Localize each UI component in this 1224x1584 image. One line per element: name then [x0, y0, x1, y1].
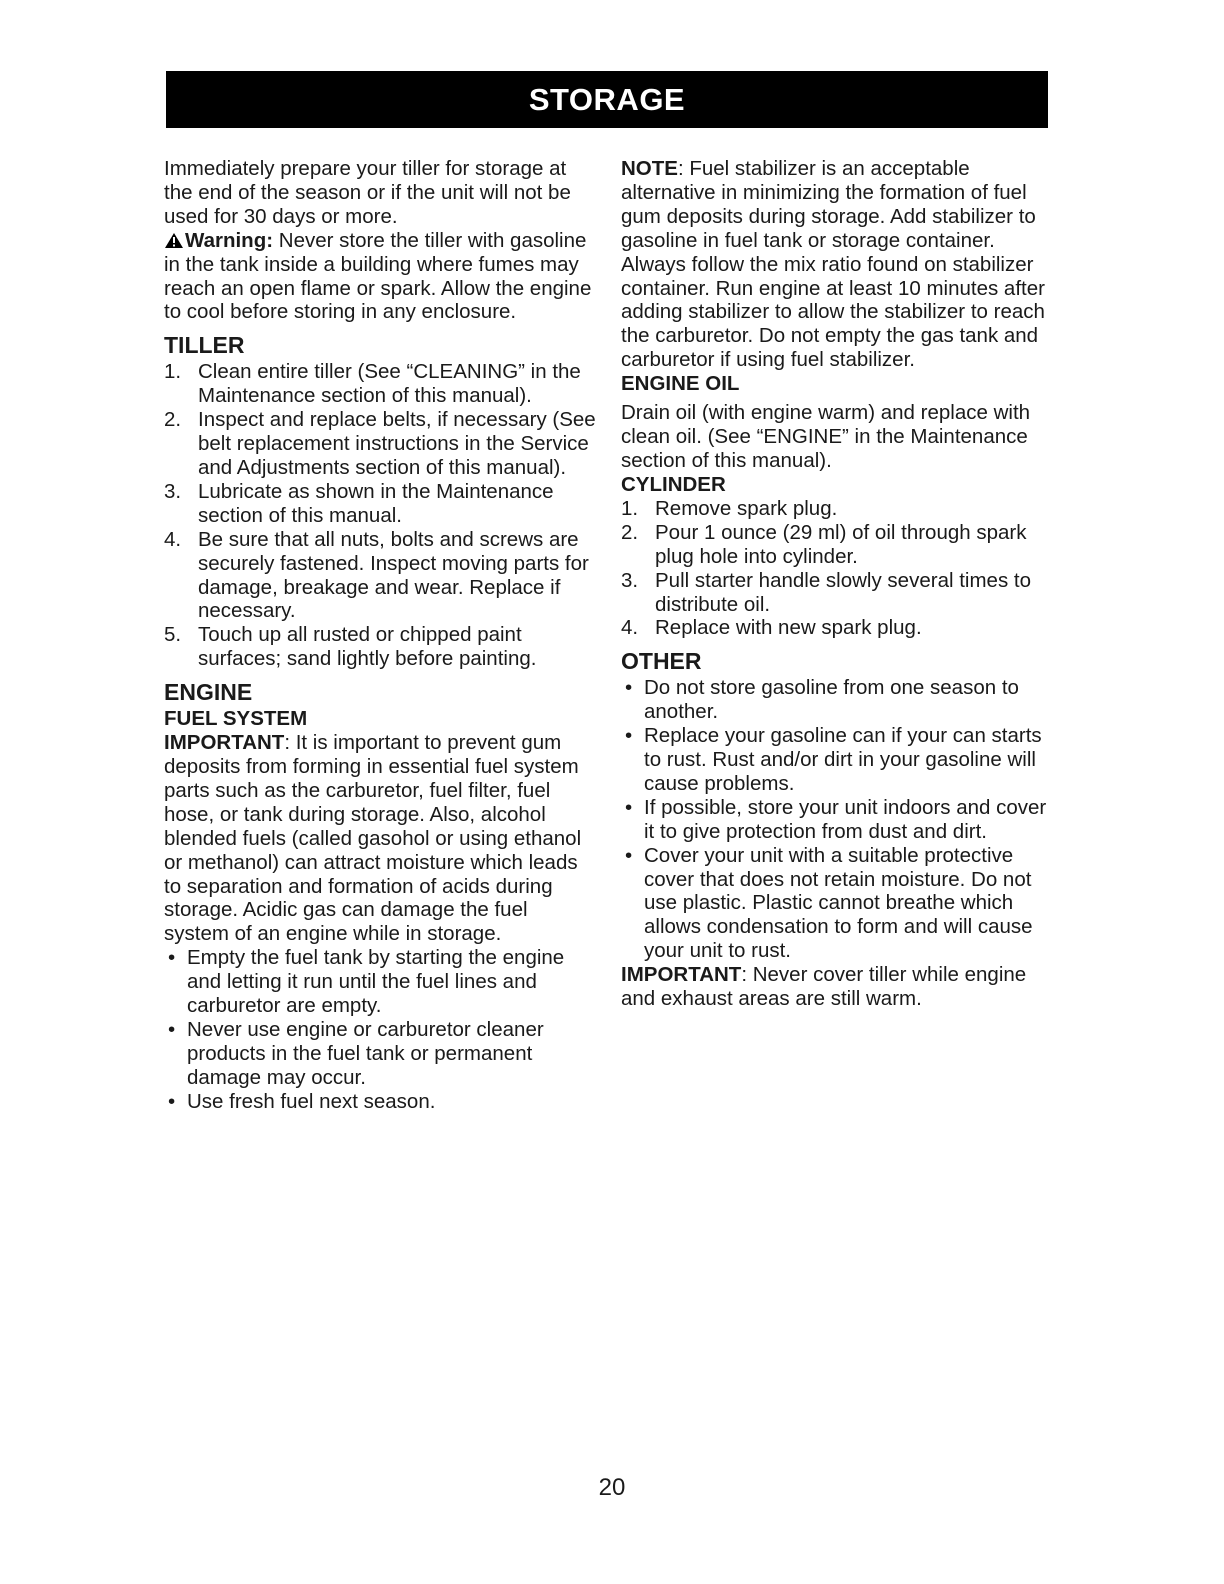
important-label: IMPORTANT	[621, 963, 742, 987]
note-label: NOTE	[621, 157, 678, 180]
list-item	[621, 616, 1055, 640]
list-number: 5.	[164, 623, 182, 647]
fuel-system-heading: FUEL SYSTEM	[164, 707, 308, 731]
page-number: 20	[598, 1474, 626, 1501]
bullet-item: • Cover your unit with a suitable protective cover that does not retain moisture. Do not use plastic. Plastic cannot breathe which allows condensation to form and will cause your unit to rust.	[625, 843, 1033, 963]
list-item	[621, 521, 1055, 569]
intro-paragraph: Immediately prepare your tiller for storage at the end of the season or if the unit will not be used for 30 days or more.	[164, 157, 571, 228]
list-number: 4.	[164, 527, 182, 551]
other-bullets	[621, 676, 1055, 963]
note-paragraph	[621, 157, 1055, 372]
list-item	[164, 408, 596, 480]
bullet-item: • Do not store gasoline from one season to another.	[625, 676, 1019, 724]
bullet-item: • If possible, store your unit indoors and cover it to give protection from dust and dirt.	[625, 795, 1047, 843]
warning-text: Never store the tiller with gasoline in the tank inside a building where fumes may reach an open flame or spark. Allow the engine to cool before storing in any enclosure.	[164, 228, 592, 324]
list-number: 2.	[621, 520, 639, 544]
list-item	[164, 480, 596, 528]
engine-oil-text: Drain oil (with engine warm) and replace with clean oil. (See “ENGINE” in the Maintenance section of this manual).	[621, 401, 1031, 472]
bullet-item: • Replace your gasoline can if your can starts to rust. Rust and/or dirt in your gasoline will cause problems.	[625, 724, 1042, 795]
list-text: Lubricate as shown in the Maintenance section of this manual.	[198, 479, 554, 527]
list-item	[164, 528, 596, 624]
important-text: : It is important to prevent gum deposits from forming in essential fuel system parts such as the carburetor, fuel filter, fuel hose, or tank during storage. Also, alcohol blended fuels (called gasohol or using ethanol or methanol) can attract moisture which leads to separation and formation of acids during storage. Acidic gas can damage the fuel system of an engine while in storage.	[164, 731, 582, 946]
other-heading: OTHER	[621, 648, 702, 675]
list-item	[164, 360, 596, 408]
cylinder-list	[621, 497, 1055, 640]
list-number: 3.	[621, 568, 639, 592]
cylinder-heading: CYLINDER	[621, 472, 726, 496]
list-number: 2.	[164, 408, 182, 432]
warning-triangle-icon	[164, 232, 184, 249]
list-text: Clean entire tiller (See “CLEANING” in the Maintenance section of this manual).	[198, 360, 581, 408]
tiller-list	[164, 360, 596, 671]
title-bar	[166, 71, 1048, 128]
bullet-item: • Use fresh fuel next season.	[168, 1089, 436, 1113]
list-text: Inspect and replace belts, if necessary (See belt replacement instructions in the Service and Adjustments section of this manual).	[198, 408, 596, 479]
list-item	[621, 569, 1055, 617]
list-text: Replace with new spark plug.	[655, 616, 922, 640]
bullet-text: Replace your gasoline can if your can starts to rust. Rust and/or dirt in your gasoline will cause problems.	[644, 724, 1042, 795]
bullet-text: Empty the fuel tank by starting the engine and letting it run until the fuel lines and carburetor are empty.	[187, 946, 565, 1018]
bullet-item: • Never use engine or carburetor cleaner products in the fuel tank or permanent damage may occur.	[168, 1018, 544, 1089]
bullet-text: If possible, store your unit indoors and cover it to give protection from dust and dirt.	[644, 795, 1047, 843]
page-title: STORAGE	[528, 81, 686, 117]
tiller-heading: TILLER	[164, 332, 245, 359]
list-number: 3.	[164, 479, 182, 503]
list-text: Remove spark plug.	[655, 496, 838, 520]
warning-label: Warning:	[185, 228, 274, 252]
fuel-bullets	[164, 946, 596, 1113]
warning-paragraph	[164, 229, 596, 325]
bullet-text: Use fresh fuel next season.	[187, 1089, 436, 1113]
bullet-text: Never use engine or carburetor cleaner products in the fuel tank or permanent damage may occur.	[187, 1018, 544, 1089]
important-paragraph	[164, 731, 596, 946]
list-text: Pull starter handle slowly several times to distribute oil.	[655, 568, 1031, 616]
bullet-text: Cover your unit with a suitable protective cover that does not retain moisture. Do not use plastic. Plastic cannot breathe which allows condensation to form and will cause your unit to rust.	[644, 843, 1033, 963]
bullet-item: • Empty the fuel tank by starting the engine and letting it run until the fuel lines and carburetor are empty.	[168, 946, 565, 1018]
engine-heading: ENGINE	[164, 679, 253, 706]
list-number: 4.	[621, 616, 639, 640]
list-number: 1.	[621, 496, 639, 520]
list-item	[164, 623, 596, 671]
engine-oil-heading: ENGINE OIL	[621, 372, 740, 396]
bullet-text: Do not store gasoline from one season to another.	[644, 676, 1019, 724]
important-label: IMPORTANT	[164, 731, 285, 755]
list-item	[621, 497, 1055, 521]
list-text: Pour 1 ounce (29 ml) of oil through spark plug hole into cylinder.	[655, 520, 1027, 568]
final-important-paragraph	[621, 963, 1055, 1011]
left-column	[164, 157, 596, 1114]
list-text: Be sure that all nuts, bolts and screws are securely fastened. Inspect moving parts for damage, breakage and wear. Replace if necessary.	[198, 527, 589, 623]
list-text: Touch up all rusted or chipped paint surfaces; sand lightly before painting.	[198, 623, 537, 671]
right-column	[621, 157, 1055, 1011]
important-text: : Never cover tiller while engine and exhaust areas are still warm.	[621, 963, 1027, 1011]
note-text: : Fuel stabilizer is an acceptable alternative in minimizing the formation of fuel gum deposits during storage. Add stabilizer to gasoline in fuel tank or storage container. Always follow the mix ratio found on stabilizer container. Run engine at least 10 minutes after adding stabilizer to allow the stabilizer to reach the carburetor. Do not empty the gas tank and carburetor if using fuel stabilizer.	[621, 157, 1045, 372]
list-number: 1.	[164, 360, 182, 384]
